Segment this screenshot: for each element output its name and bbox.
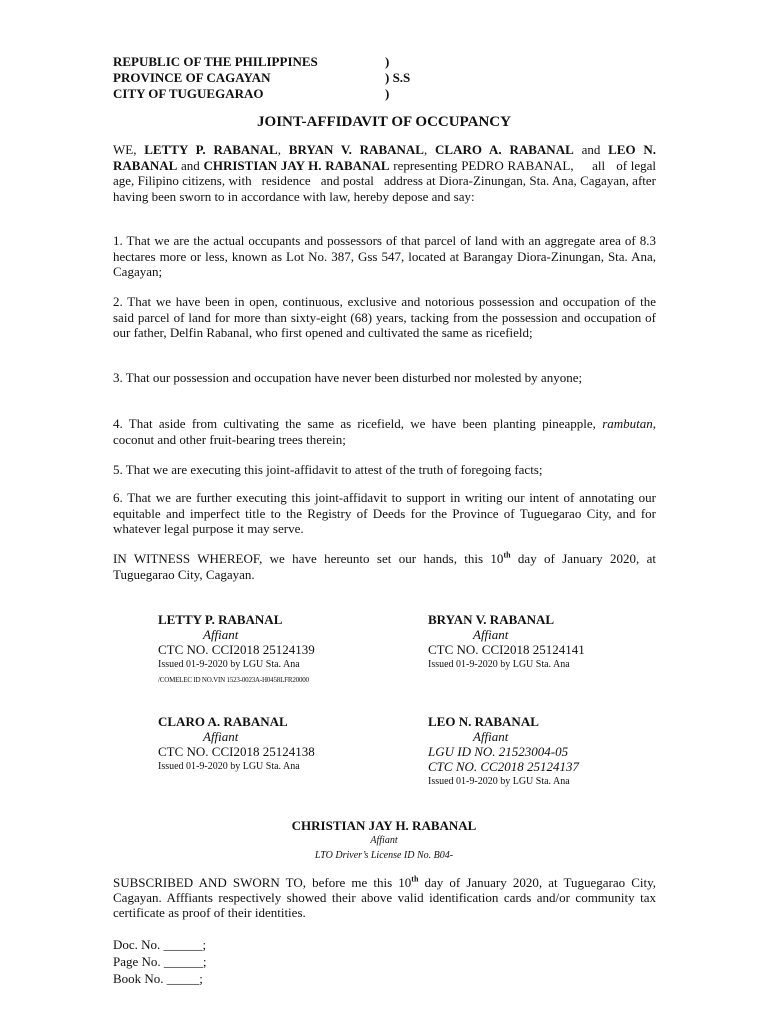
ctc-number: CTC NO. CCI2018 25124141 — [428, 642, 585, 657]
venue-line-label: CITY OF TUGUEGARAO — [113, 86, 264, 101]
intro-text: , — [423, 142, 428, 157]
ordinal-suffix: th — [411, 874, 419, 884]
item-4-text: 4. That aside from cultivating the same as ricefield, we have been planting pineapple, — [113, 416, 596, 431]
venue-line — [113, 86, 410, 102]
affiant-name: LETTY P. RABANAL — [144, 142, 278, 157]
venue-line-bracket: ) — [385, 54, 390, 69]
signatory-name: LETTY P. RABANAL — [158, 612, 283, 627]
item-4 — [113, 416, 656, 447]
signatory-role: Affiant — [203, 627, 239, 642]
document-title: JOINT-AFFIDAVIT OF OCCUPANCY — [257, 114, 511, 130]
signature-block-claro — [158, 714, 315, 774]
signature-block-christian — [0, 818, 768, 863]
issued-line: Issued 01-9-2020 by LGU Sta. Ana — [158, 761, 300, 772]
issued-line: Issued 01-9-2020 by LGU Sta. Ana — [428, 776, 570, 787]
item-5: 5. That we are executing this joint-affidavit to attest of the truth of foregoing facts; — [113, 462, 543, 477]
affiant-name: LEO N. RABANAL — [113, 142, 657, 173]
signatory-role: Affiant — [473, 627, 509, 642]
book-number: Book No. _____; — [113, 971, 203, 986]
intro-text: WE, — [113, 142, 137, 157]
item-4-italic: rambutan — [602, 416, 653, 431]
signatory-role: Affiant — [370, 835, 398, 846]
ctc-number: CTC NO. CCI2018 25124138 — [158, 744, 315, 759]
signatory-role: Affiant — [203, 729, 239, 744]
signatory-role: Affiant — [473, 729, 509, 744]
intro-paragraph — [113, 142, 660, 204]
ctc-number: CTC NO. CC2018 25124137 — [428, 759, 579, 774]
signature-block-bryan — [428, 612, 585, 672]
jurat-text: day of January 2020, at Tuguegarao City, Cagayan. Afffiants respectively showed their above valid identification cards and/or community tax certificate as proof of their identities. — [113, 875, 657, 920]
venue-caption — [113, 54, 410, 102]
affiant-name: CLARO A. RABANAL — [435, 142, 574, 157]
witness-text: IN WITNESS WHEREOF, we have hereunto set our hands, this 10 — [113, 551, 504, 566]
signatory-name: BRYAN V. RABANAL — [428, 612, 555, 627]
lgu-id: LGU ID NO. 21523004-05 — [428, 744, 569, 759]
comelec-id: /COMELEC ID NO.VIN 1523-0023A-H0458LFR20000 — [158, 676, 309, 684]
signature-block-leo — [428, 714, 579, 789]
item-2: 2. That we have been in open, continuous, exclusive and notorious possession and occupation of the said parcel of land for more than sixty-eight (68) years, tacking from the possession and occupation of our father, Delfin Rabanal, who first opened and cultivated the same as ricefield; — [113, 294, 656, 340]
venue-line-bracket: ) — [385, 86, 390, 101]
venue-line-bracket: ) S.S — [385, 70, 411, 85]
jurat-text: SUBSCRIBED AND SWORN TO, before me this 10 — [113, 875, 412, 890]
witness-text: day of January 2020, at Tuguegarao City, Cagayan. — [113, 551, 656, 582]
signatory-name: CHRISTIAN JAY H. RABANAL — [291, 818, 477, 833]
item-6: 6. That we are further executing this joint-affidavit to support in writing our intent of annotating our equitable and imperfect title to the Registry of Deeds for the Province of Tuguegarao City, and for whatever legal purpose it may serve. — [113, 490, 656, 536]
affiant-name: CHRISTIAN JAY H. RABANAL — [203, 157, 390, 173]
notarial-register — [113, 936, 207, 987]
venue-line-label: REPUBLIC OF THE PHILIPPINES — [113, 54, 318, 69]
item-4-text: , coconut and other fruit-bearing trees therein; — [113, 416, 656, 447]
jurat-clause — [113, 875, 656, 920]
item-3: 3. That our possession and occupation have never been disturbed nor molested by anyone; — [113, 370, 583, 385]
issued-line: Issued 01-9-2020 by LGU Sta. Ana — [158, 659, 300, 670]
ctc-number: CTC NO. CCI2018 25124139 — [158, 642, 315, 657]
witness-clause — [113, 551, 656, 582]
intro-text: and — [181, 157, 200, 173]
drivers-license: LTO Driver’s License ID No. B04- — [314, 850, 454, 861]
signatory-name: CLARO A. RABANAL — [158, 714, 288, 729]
ordinal-suffix: th — [503, 550, 511, 560]
doc-number: Doc. No. ______; — [113, 937, 207, 952]
venue-line — [113, 54, 410, 70]
intro-text: representing PEDRO RABANAL, all of legal age, Filipino citizens, with residence and postal address at Diora-Zinungan, Sta. Ana, Cagayan, after having been sworn to in accordance with law, hereby depose and say: — [113, 157, 660, 204]
intro-text: , — [277, 142, 281, 157]
signatory-name: LEO N. RABANAL — [428, 714, 539, 729]
signature-block-letty — [158, 612, 315, 688]
issued-line: Issued 01-9-2020 by LGU Sta. Ana — [428, 659, 570, 670]
item-1: 1. That we are the actual occupants and possessors of that parcel of land with an aggregate area of 8.3 hectares more or less, known as Lot No. 387, Gss 547, located at Barangay Diora-Zinungan, Sta. Ana, Cagayan; — [113, 233, 656, 279]
affiant-name: BRYAN V. RABANAL — [288, 142, 424, 157]
intro-text: and — [581, 142, 601, 157]
venue-line-label: PROVINCE OF CAGAYAN — [113, 70, 271, 85]
venue-line — [113, 70, 410, 86]
page-number: Page No. ______; — [113, 954, 207, 969]
